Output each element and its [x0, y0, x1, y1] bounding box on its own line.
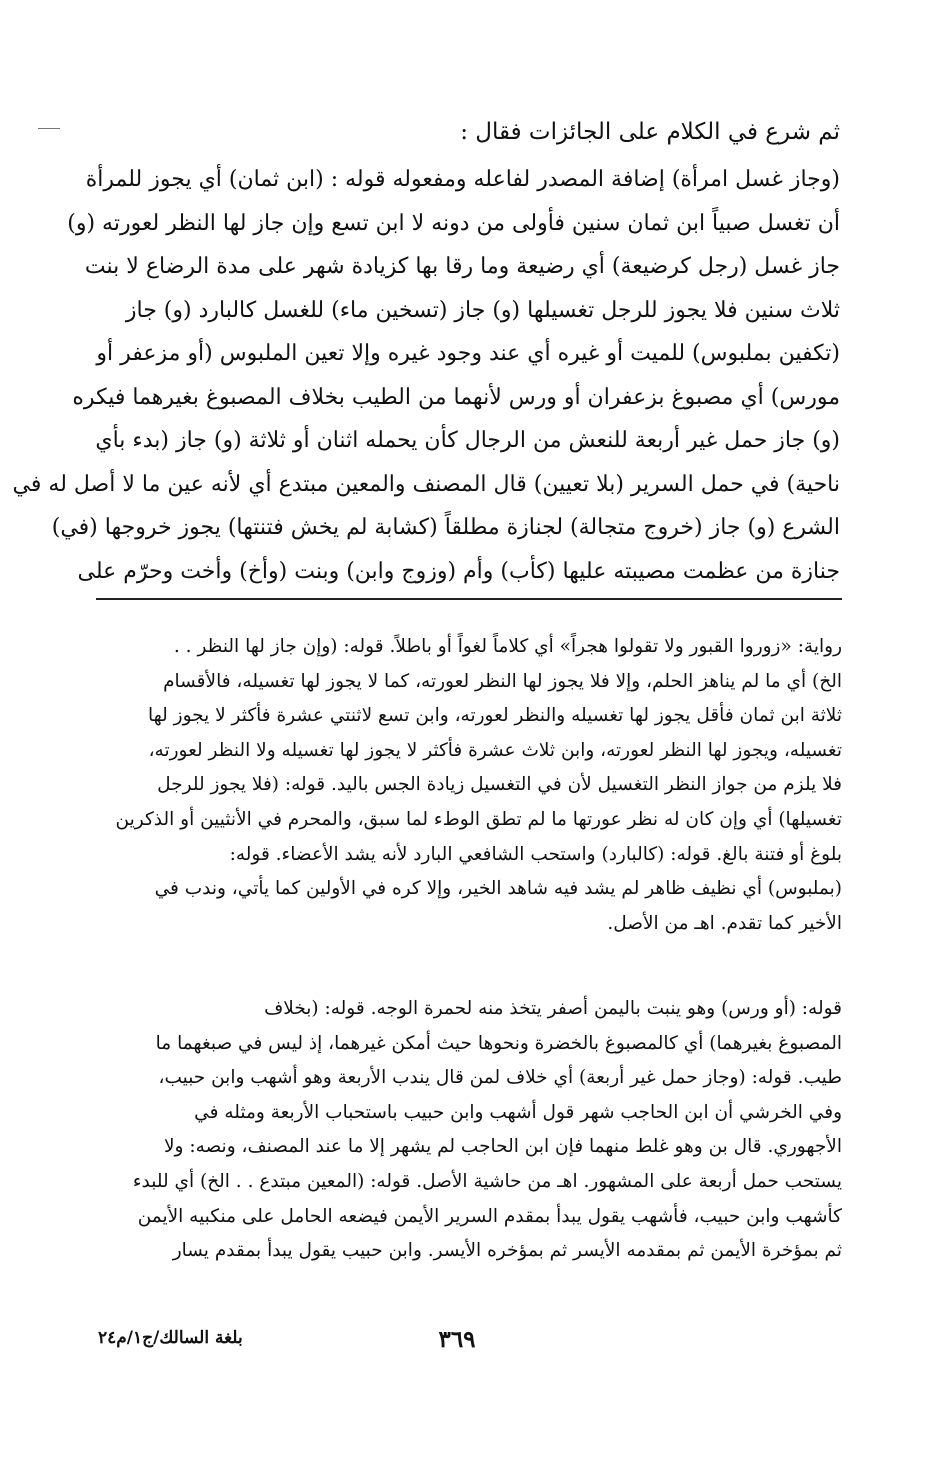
main-text	[12, 158, 840, 593]
margin-mark	[38, 128, 60, 129]
footnote-line: وفي الخرشي أن ابن الحاجب شهر قول أشهب وابن حبيب باستحباب الأربعة ومثله في	[194, 1101, 842, 1123]
footnote-divider	[96, 598, 842, 600]
main-line: ثلاث سنين فلا يجوز للرجل تغسيلها (و) جاز (تسخين ماء) للغسل كالبارد (و) جاز	[125, 297, 840, 323]
main-line: أن تغسل صبياً ابن ثمان سنين فأولى من دونه لا ابن تسع وإن جاز لها النظر لعورته (و)	[67, 210, 840, 236]
footnote-line: رواية: «زوروا القبور ولا تقولوا هجراً» أي كلاماً لغواً أو باطلاً. قوله: (وإن جاز لها النظر . .	[173, 636, 842, 657]
main-line: (تكفين بملبوس) للميت أو غيره أي عند وجود غيره وإلا تعين الملبوس (أو مزعفر أو	[96, 341, 840, 366]
main-line: الشرع (و) جاز (خروج متجالة) لجنازة مطلقاً (كشابة لم يخش فتنتها) يجوز خروجها (في)	[51, 515, 840, 540]
book-signature: بلغة السالك/ج١/م٢٤	[98, 1328, 243, 1348]
main-line: جنازة من عظمت مصيبته عليها (كأب) وأم (وزوج وابن) وبنت (وأخ) وأخت وحرّم على	[77, 558, 840, 584]
footnote-line: ثم بمؤخرة الأيمن ثم بمقدمه الأيسر ثم بمؤخره الأيسر. وابن حبيب يقول يبدأ بمقدم يسار	[172, 1240, 842, 1262]
footnote-line: طيب. قوله: (وجاز حمل غير أربعة) أي خلاف لمن قال يندب الأربعة وهو أشهب وابن حبيب،	[158, 1067, 842, 1089]
footnote-line: يستحب حمل أربعة على المشهور. اهـ من حاشية الأصل. قوله: (المعين مبتدع . . الخ) أي للبدء	[132, 1170, 842, 1192]
footnote-line: فلا يلزم من جواز النظر التغسيل لأن في التغسيل زيادة الجس باليد. قوله: (فلا يجوز للرجل	[157, 774, 842, 796]
footnote-line: الخ) أي ما لم يناهز الحلم، وإلا فلا يجوز لها النظر لعورته، كما لا يجوز لها تغسيله، فالأقسام	[163, 670, 842, 692]
footnote-line: الأخير كما تقدم. اهـ من الأصل.	[607, 912, 842, 934]
footnote-line: قوله: (أو ورس) وهو ينبت باليمن أصفر يتخذ منه لحمرة الوجه. قوله: (بخلاف	[264, 998, 842, 1019]
footnote-line: ثلاثة ابن ثمان فأقل يجوز لها تغسيله والنظر لعورته، وابن تسع لاثنتي عشرة فأكثر لا يجوز لها	[147, 705, 842, 727]
footnote-line: الأجهوري. قال بن وهو غلط منهما فإن ابن الحاجب لم يشهر إلا ما عند المصنف، ونصه: ولا	[164, 1136, 842, 1158]
main-line: (و) جاز حمل غير أربعة للنعش من الرجال كأن يحمله اثنان أو ثلاثة (و) جاز (بدء بأي	[95, 428, 840, 453]
main-line: (وجاز غسل امرأة) إضافة المصدر لفاعله ومفعوله قوله : (ابن ثمان) أي يجوز للمرأة	[85, 167, 840, 192]
section-intro: ثم شرع في الكلام على الجائزات فقال :	[460, 119, 840, 145]
main-line: ناحية) في حمل السرير (بلا تعيين) قال المصنف والمعين مبتدع أي لأنه عين ما لا أصل له في	[12, 471, 840, 497]
footnote-line: المصبوغ بغيرهما) أي كالمصبوغ بالخضرة ونحوها حيث أمكن غيرهما، إذ ليس في صبغهما ما	[155, 1032, 842, 1054]
page-number: ٣٦٩	[438, 1326, 476, 1353]
footnote-line: تغسيله، ويجوز لها النظر لعورته، وابن ثلاث عشرة فأكثر لا يجوز لها تغسيله ولا النظر لعورته،	[148, 739, 842, 761]
footnote-line: (بملبوس) أي نظيف ظاهر لم يشد فيه شاهد الخير، وإلا كره في الأولين كما يأتي، وندب في	[154, 878, 842, 900]
main-line: مورس) أي مصبوغ بزعفران أو ورس لأنهما من الطيب بخلاف المصبوغ بغيرهما فيكره	[72, 384, 840, 410]
footnote-block-2	[96, 992, 842, 1269]
main-line: جاز غسل (رجل كرضيعة) أي رضيعة وما رقا بها كزيادة شهر على مدة الرضاع لا بنت	[84, 254, 840, 279]
footnote-line: تغسيلها) أي وإن كان له نظر عورتها ما لم تطق الوطء لما سبق، والمحرم في الأنثيين أو الذكرين	[115, 808, 842, 830]
footnote-block-1	[96, 630, 842, 941]
footnote-line: بلوغ أو فتنة بالغ. قوله: (كالبارد) واستحب الشافعي البارد لأنه يشد الأعضاء. قوله:	[229, 843, 842, 865]
footnote-line: كأشهب وابن حبيب، فأشهب يقول يبدأ بمقدم السرير الأيمن فيضعه الحامل على منكبيه الأيمن	[137, 1205, 842, 1227]
